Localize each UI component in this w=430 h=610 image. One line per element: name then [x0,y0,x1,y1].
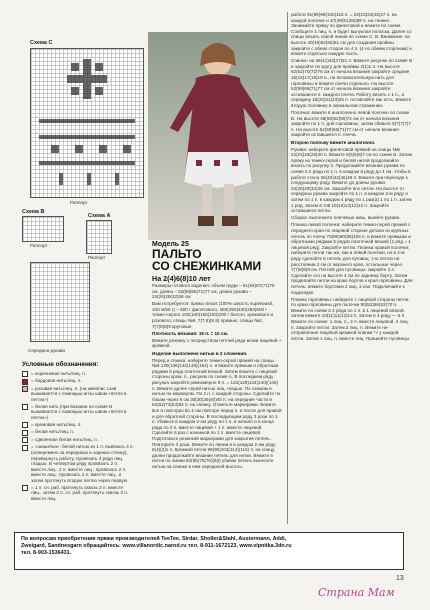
scheme-c-label: Схема С [30,40,53,46]
legend-text: = кремовая нить/лиц. п. [31,421,82,427]
sizes-paragraph: Размеры готового изделия: объем груди – 61(64)67(71)76 см, длина – 52(59)66(71)77 см, длина рукава – 24(26)29(32)36 см. [152,283,275,300]
sleeve-chart [30,262,90,342]
model-label: Модель 25 [152,241,189,248]
scheme-a-label: Схема А [88,213,111,219]
legend [22,362,134,503]
legend-item [22,429,134,435]
legend-swatch [22,386,28,392]
sleeve-middle-label: Середина рукава [28,348,65,353]
legend-text: = розовая нить/лиц. п. (на живопис сзав вышивается с помощью иглы швом «петля в петлю») [31,385,127,402]
supplier-line2: Zweigard, Sandnesgarn обращайтесь: www.villanordic.narod.ru тел. 8-911-1672123, www.vipnitka.3dn.ru [21,543,292,549]
legend-text: = сдвоенная белая нить/лиц. п. [31,436,98,442]
legend-item [22,444,134,483]
right-column-text [291,12,413,343]
middle-column-text [152,283,282,471]
scheme-c-chart [30,48,144,198]
page-number: 13 [396,575,404,582]
legend-swatch [22,422,28,428]
legend-swatch [22,485,28,491]
shelf-paragraph: Полочка: вяжите в аналогично левой полочке по схеме В. На высоте 48(55)62(66)72 см от начала вязания закройте по 1 п. для горловины, затем сбавьте 6(7)7(7)7 п. На высоте 52(59)66(71)77 см от начала вязания закройте оставшиеся п. плеча. [291,110,411,138]
legend-swatch [22,437,28,443]
gauge-paragraph: Плотность вязания: 15 п. = 10 см. [152,330,229,336]
supplier-info-box [14,532,404,570]
legend-title: Условные обозначения: [22,361,99,368]
front-back-instructions: Перед и спинка: наберите темно-серой пряжей на спицы №6 130(136)142(148)(154) п. и вяжите прямым и обратным рядами 5 ряда платочной вязкой. Затем вяжите с лицевой стороны кром. п., рисунок по схеме А. В последнем ряду рисунка закройте равномерно 8 п. = 122(128)134(140)(146) п. Вяжите далее серой нитью лиц. гладью. По схемам и нитью по маркером. По 2 п. с каждой стороны. Сделайте по бокам через 6 см 30(30)35(40)40 п. на передние части и 62(62)73(84)84 п. на спинку. Отметьте маркерами. Вяжите все в повторах во 1-ом повторе перед п. и после для правой и для обратной стороны. В последующем ряду 3 раза по 1 п. Убавьте в каждом 2-ом ряду по 1 п. в начале и в конце ряда по 2 п. вместе лицевой + 1 п. вместе лицевой. Сделайте 6 раз с изнанкой по 1 п. вместе лицевой. Подготовьте резинкой маркерами для закрытия петель. Повторите 3 раза. Вяжите по линии и в каждом 2-ом ряду 8(4)(2)1 п. Кромкой петли 99(90)103(114)(116) п. на спицу, далее продолжайте вязание петель для нитки. Вяжите в петли по линии 60(65)70(75)(83) убавок петель вынесите нитью на спинке в нем серединой высоты. [152,357,282,469]
legend-list [22,371,134,502]
title-line1: ПАЛЬТО [152,247,202,261]
title-line2: СО СНЕЖИНКАМИ [152,259,262,273]
supplier-line3: тел. 8-903-1536431. [21,550,72,556]
materials-paragraph: Вам потребуется: пряжа Smart (100% шерсть superwash, 100 м/50 г) – 500 г филетового, 350(350)400(450)500 г темно-серого 100(100)150(150)200 г белого, кремового и розового; спицы №6, 7(7,8)(8,9) прямые; спицы №4, 7(7)8(8)9 круговые. [152,301,274,329]
watermark-logo: Страна Мам [318,586,395,599]
scheme-b-label: Схема В [22,209,45,215]
legend-item [22,404,134,421]
column-divider [287,12,288,524]
snowflake-motif [31,49,143,197]
legend-text: = белая нить/лиц. п. [31,429,75,435]
sizes: На 2(4)6(8)10 лет [152,274,211,283]
left-plank-paragraph: Планка левой полочки: наберите темно-серой пряжей с переднего края по лицевой стороне детали из крупных петель по плечу 70(80)90(96)106 п. и вяжите прямыми и обратными рядами 5 рядов платочной вязкой (1 ряд = 1 лицевой ряд). Закройте петли. Планка правой полочки: наберите петли так же, как и левой полочки, но в 2-м ряду сделайте 5 петель для пуговиц: 1-ю петлю на расстоянии 2 см от верхнего края, остальные через 7(7)8(8)9 см. Петлей для пуговицы: закройте 2 п. Сделайте это на высоте 4 см по заднему борту. Затем проделайте петли на краю бортов к края горловины. Для петель: вяжите бортовки 2 лиц. 2 изн. Подключайте к подкладке. [291,222,413,295]
collar-paragraph: Планка горловины: наберите с лицевой стороны петли по краю горловины для полочки 50(52)56(62)70 п. Вяжите по схеме в 2 ряда по 1 п. в 1 лицевой вязкой. Затем вяжите 10(11)11(12)12 п. Затем в 4 ряду — 5 п. Вяжите по схеме: 1 лиц. п., 2 п. вместе лицевой, 2 лиц. п. Закройте петли. Затем 2 лиц. п. Вяжите не-отправление лицевой кромкой планки *» у каждой петли. Затем 1 лиц. п. вместе лиц. Пришейте пуговицы. [291,296,411,341]
repeat-label-b: Раппорт [30,243,48,248]
legend-item [22,485,134,502]
legend-item [22,378,134,384]
girl-in-coat-image [148,32,288,240]
legend-swatch [22,404,28,410]
scheme-a-chart [86,220,112,254]
yarn-note: Изделие выполнено нитью в 2 сложения. [152,350,248,356]
supplier-line1: По вопросам приобретения пряжи производителей TeeTee, Sirdar, Sholler&Stahl, Austermann, Addi, [21,536,287,542]
legend-item [22,437,134,443]
legend-item [22,386,134,403]
legend-text: = белая нить (при вязании по схеме В вышивается с помощью иглы швом «петля в петлю») [31,403,127,420]
repeat-label-a: Раппорт [88,255,106,260]
back-paragraph: Спинка: на 39(41)43(47)51 п. Вяжите рисунок по схеме В и закройте по кругу для проймы 2(1)1 п. На высоте 62(62)70(72)76 см от начала вязания закройте средние 15(16)17(19)19 п., на вспомогательную нить для горловины и вяжите плечи отдельно. На высоте 52(59)66(71)77 см от начала вязания закройте оставшиеся п. каждого плеча. Работу вязать с 1 п., а середину 18(20)21(23)25 п. оставляйте как есть. Вяжите вторую половину в зеркальном отражении. [291,58,413,108]
legend-swatch [22,445,28,451]
legend-swatch [22,371,28,377]
child-photo [148,32,288,240]
knitting-note: Вяжите резинку с посредством петлей ряда вязки лицевой + кромкой. [152,337,282,349]
legend-text: = коричневая нить/лиц. п. [31,370,86,376]
assembly-paragraph: Сборка: выполните плечевые швы, вшейте рукава. [291,215,401,221]
model-title-block [152,241,282,283]
second-shelf-paragraph: Второю полочку вяжите аналогично. [291,139,376,145]
legend-text: = бордовая нить/лиц. п. [31,378,82,384]
top-paragraph: работе 91(95)99(105)115 п. = 22(23)24(25)27 п. на каждой полочке и 47(49)51(55)59 п. на спинке. Занимайте пряжу по филетовой и вяжите по схеме. Сообщите 1 лиц. п. и будет выпуклая полоска. Далее со спицы вязать серой линии по схеме С. В. Внимание: на высоте 40(46)52(56)61 см для создания проймы закройте с обеих сторон по 4 п. (4 по обеим сторонам) и вяжите отдельно каждую часть. [291,12,412,57]
legend-item [22,371,134,377]
legend-swatch [22,379,28,385]
legend-text: = 1 п. сн. раб. протянуть сквозь 2 п. вместе лиц., затем 2 п. сп. раб. протянуть сквозь 2 п. вместе лиц. [31,484,129,501]
legend-swatch [22,430,28,436]
repeat-label-c: Раппорт [70,200,88,205]
legend-item [22,422,134,428]
sleeve-paragraph: Рукава: наберите филетовой пряжей на спицы №6 22(24)26(28)30 п. Вяжите 5(5)6(6)7 см по схеме В. Затем пряжу из темно-серой и белой нитей продолжайте вязать по рисунку 2. Продолжайте вязание рукава по схеме в 2 ряда по 1 п. в каждом 6 ряду до 4 см, чтобы в работе стало 36(40)42(46)48 п. Вяжите при переходе к следующему ряду. Вяжите до длины рукава 24(26)29(32)36 см. Закройте все петли. На высоте от середины рукава закройте по 1 п. в каждом 2-м ряду и затем по 1 п. в каждом 4 ряду по 1 раз(а) 1 по 1 п. затем 1 ряд. Затем в той 10(10)12(12)12 п. Закройте оставшиеся петли. [291,146,412,214]
legend-text: = «шишечка»: белой нитью из 1 п. вывязать 4 п. (поперемено за переднюю и заднюю стенку), перевернуть работу, провязать 3 ряда лиц. гладью. В четвертом ряду провязать 2 п. вместе лиц., 2 п. вместе лиц.; провязать 2 п. вместе лиц., провязать 2 п. вместе лиц., и затем протянуть вторую петлю через первую [31,444,134,483]
scheme-b-chart [22,216,64,242]
